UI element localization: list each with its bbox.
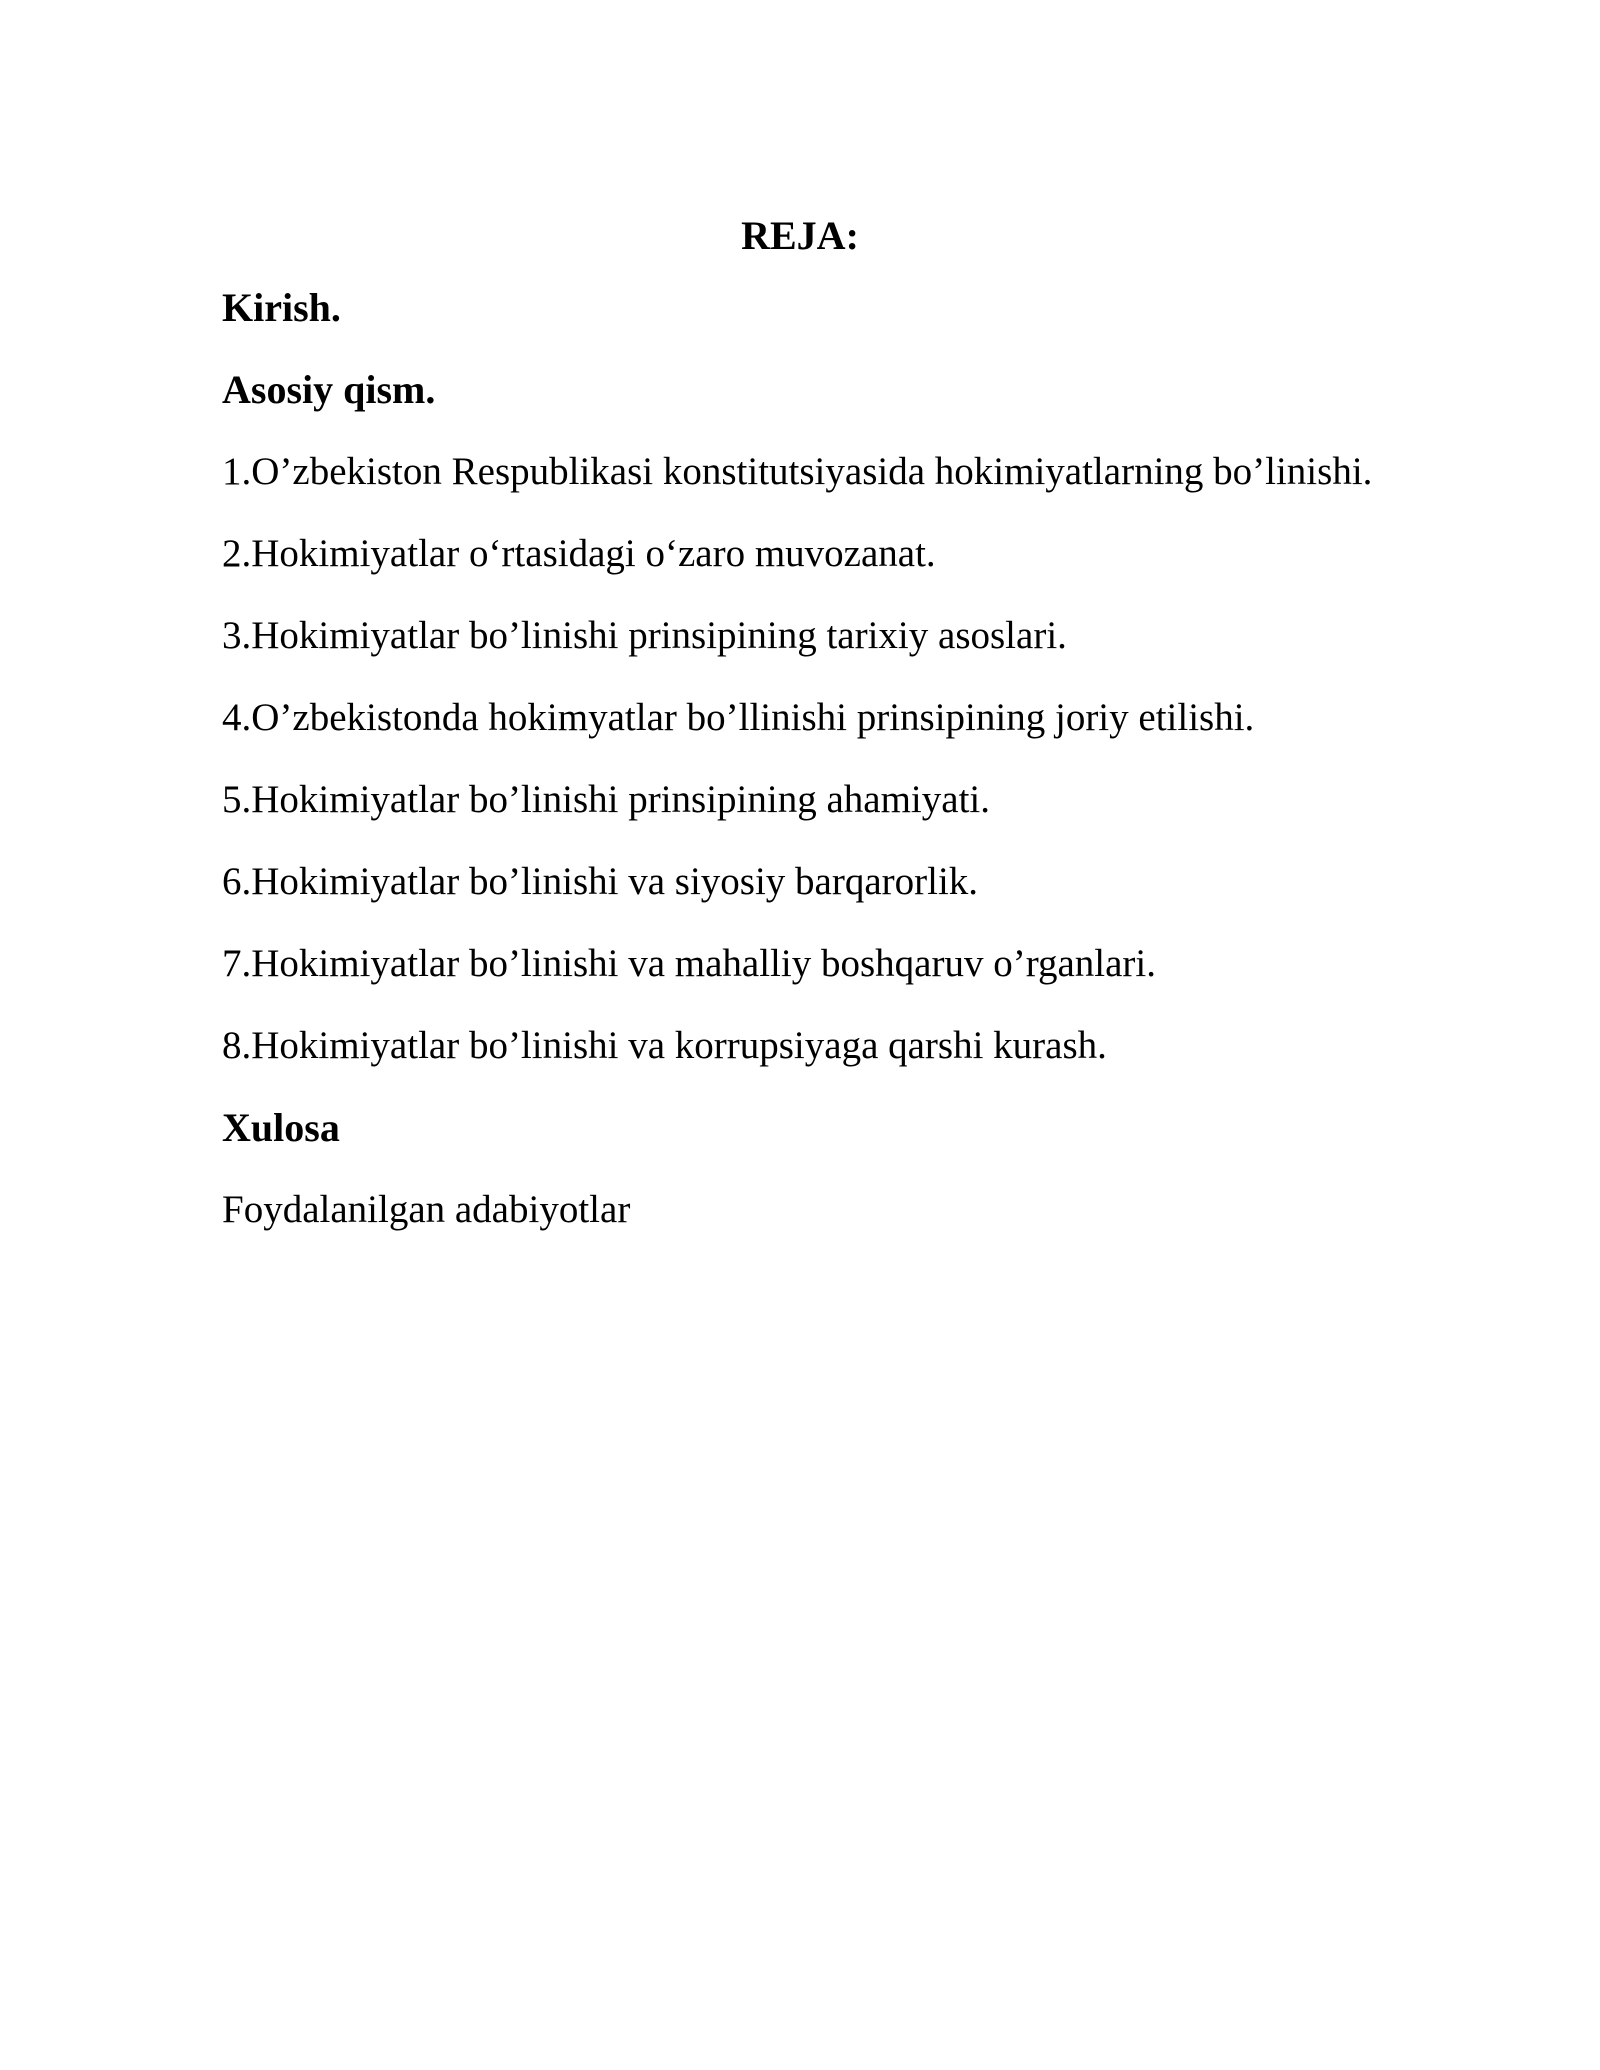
page-title: REJA: (741, 213, 859, 258)
plan-item: 6.Hokimiyatlar bo’linishi va siyosiy barqarorlik. (222, 860, 979, 903)
conclusion-heading: Xulosa (222, 1105, 340, 1150)
plan-item: 4.O’zbekistonda hokimyatlar bo’llinishi prinsipining joriy etilishi. (222, 696, 1255, 739)
intro-heading: Kirish. (222, 285, 341, 330)
plan-item: 2.Hokimiyatlar o‘rtasidagi o‘zaro muvozanat. (222, 532, 936, 575)
plan-item: 5.Hokimiyatlar bo’linishi prinsipining ahamiyati. (222, 778, 990, 821)
plan-item: 8.Hokimiyatlar bo’linishi va korrupsiyaga qarshi kurash. (222, 1024, 1107, 1067)
plan-content (222, 284, 1522, 1268)
main-part-heading: Asosiy qism. (222, 367, 436, 412)
plan-item: 7.Hokimiyatlar bo’linishi va mahalliy boshqaruv o’rganlari. (222, 942, 1157, 985)
plan-item: 1.O’zbekiston Respublikasi konstitutsiyasida hokimiyatlarning bo’linishi. (222, 450, 1373, 493)
plan-item: 3.Hokimiyatlar bo’linishi prinsipining tarixiy asoslari. (222, 614, 1067, 657)
references-item: Foydalanilgan adabiyotlar (222, 1188, 631, 1231)
